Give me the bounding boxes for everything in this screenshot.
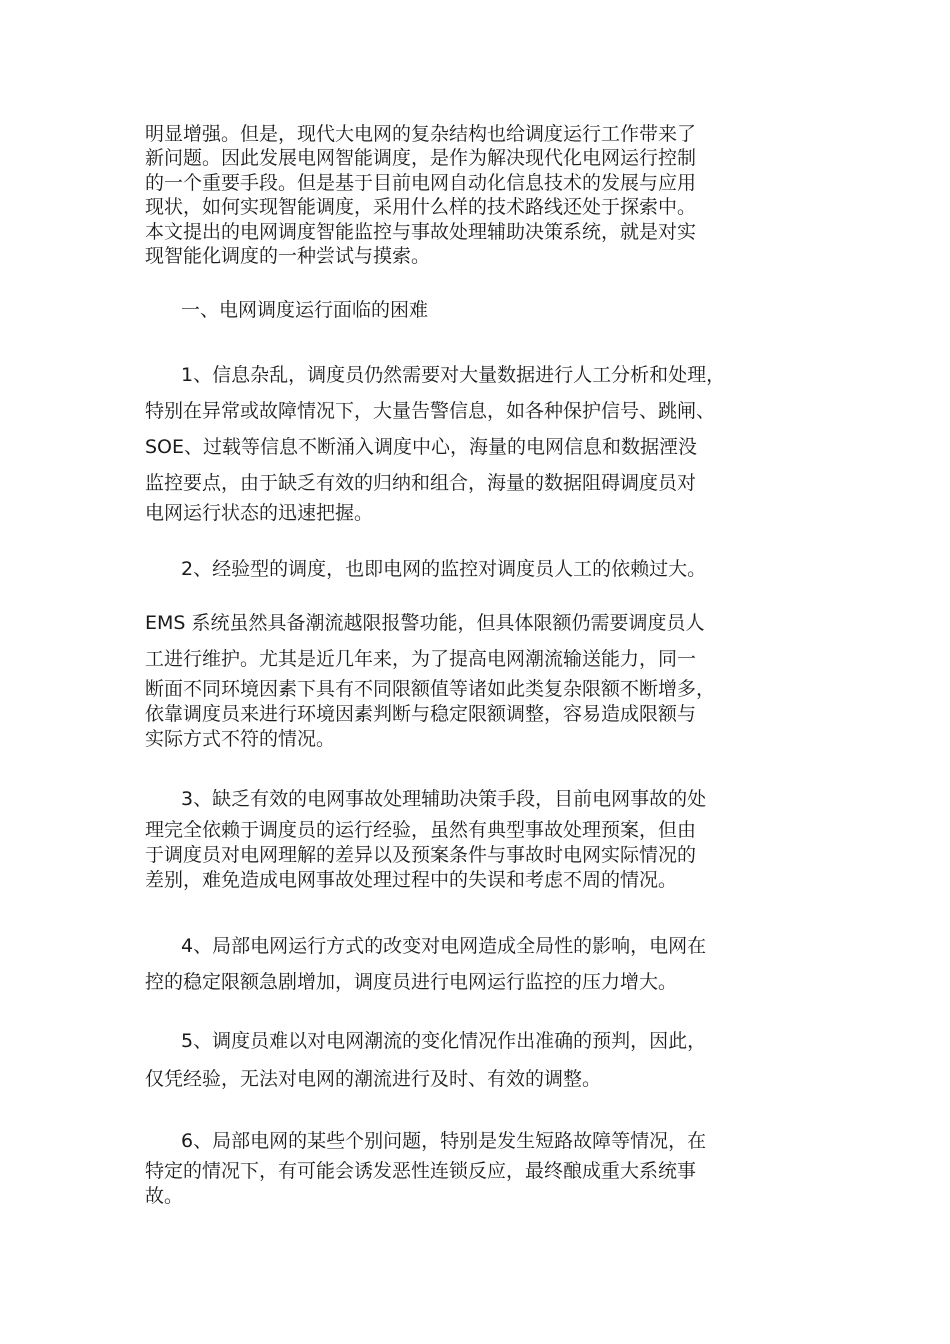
item-1-paragraph: [145, 357, 825, 525]
text-line: 现状，如何实现智能调度，采用什么样的技术路线还处于探索中。: [145, 196, 697, 219]
text-line: 现智能化调度的一种尝试与摸索。: [145, 245, 431, 268]
text-line: 4、局部电网运行方式的改变对电网造成全局性的影响，电网在: [181, 935, 707, 957]
item-6-paragraph: [145, 1123, 825, 1209]
text-line: 1、信息杂乱，调度员仍然需要对大量数据进行人工分析和处理，: [181, 364, 726, 386]
item-2-first-line: [145, 557, 825, 581]
text-line: 2、经验型的调度，也即电网的监控对调度员人工的依赖过大。: [181, 558, 707, 580]
text-line: 故。: [145, 1185, 184, 1207]
text-line: 5、调度员难以对电网潮流的变化情况作出准确的预判，因此，: [181, 1030, 707, 1052]
text-line: 仅凭经验，无法对电网的潮流进行及时、有效的调整。: [145, 1068, 602, 1090]
text-line: 特别在异常或故障情况下，大量告警信息，如各种保护信号、跳闸、: [145, 400, 716, 422]
text-line: 6、局部电网的某些个别问题，特别是发生短路故障等情况，在: [181, 1130, 707, 1152]
intro-paragraph: [145, 122, 825, 268]
item-2-paragraph: [145, 605, 825, 752]
text-line: 工进行维护。尤其是近几年来，为了提高电网潮流输送能力，同一: [145, 648, 697, 670]
text-line: 监控要点，由于缺乏有效的归纳和组合，海量的数据阻碍调度员对: [145, 472, 697, 494]
text-line: 明显增强。但是，现代大电网的复杂结构也给调度运行工作带来了: [145, 123, 697, 145]
text-line: 电网运行状态的迅速把握。: [145, 502, 374, 524]
item-4-paragraph: [145, 928, 825, 1000]
text-line: SOE、过载等信息不断涌入调度中心，海量的电网信息和数据湮没: [145, 436, 698, 458]
text-line: 新问题。因此发展电网智能调度，是作为解决现代化电网运行控制: [145, 147, 697, 170]
text-line: 特定的情况下，有可能会诱发恶性连锁反应，最终酿成重大系统事: [145, 1160, 697, 1182]
text-line: 依靠调度员来进行环境因素判断与稳定限额调整，容易造成限额与: [145, 703, 697, 725]
item-3-paragraph: [145, 780, 825, 893]
section-heading-block: [145, 298, 825, 322]
text-line: 于调度员对电网理解的差异以及预案条件与事故时电网实际情况的: [145, 844, 697, 866]
text-line: 实际方式不符的情况。: [145, 728, 336, 750]
text-line: 差别，难免造成电网事故处理过程中的失误和考虑不周的情况。: [145, 869, 678, 891]
section-heading: 一、电网调度运行面临的困难: [181, 299, 429, 321]
text-line: 理完全依赖于调度员的运行经验，虽然有典型事故处理预案，但由: [145, 819, 697, 841]
text-line: 的一个重要手段。但是基于目前电网自动化信息技术的发展与应用: [145, 171, 697, 194]
text-line: 3、缺乏有效的电网事故处理辅助决策手段，目前电网事故的处: [181, 788, 707, 810]
text-line: 控的稳定限额急剧增加，调度员进行电网运行监控的压力增大。: [145, 971, 678, 993]
text-line: 断面不同环境因素下具有不同限额值等诸如此类复杂限额不断增多，: [145, 678, 716, 700]
item-5-paragraph: [145, 1022, 825, 1098]
text-line: EMS 系统虽然具备潮流越限报警功能，但具体限额仍需要调度员人: [145, 612, 705, 634]
text-line: 本文提出的电网调度智能监控与事故处理辅助决策系统，就是对实: [145, 220, 697, 243]
